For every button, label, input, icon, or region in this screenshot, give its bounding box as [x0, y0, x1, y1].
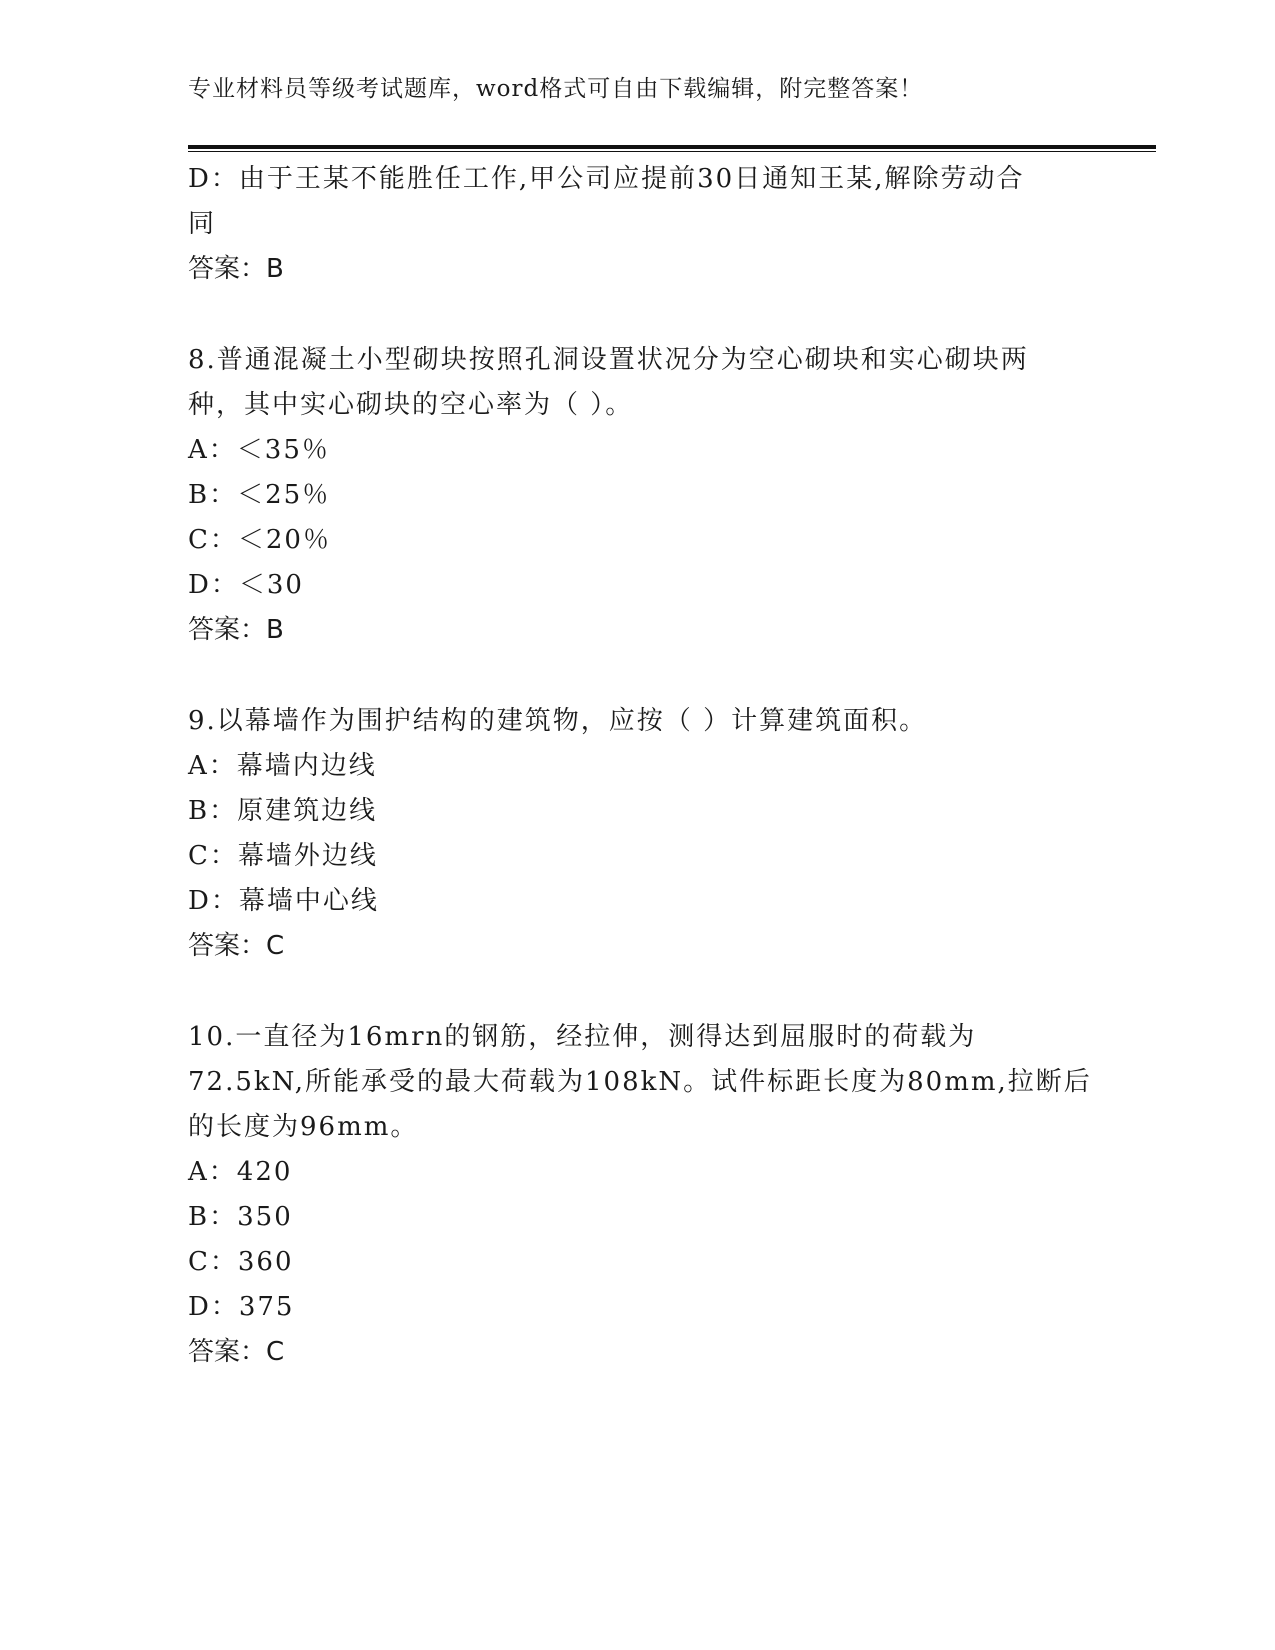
option-c: C：360 — [188, 1247, 294, 1277]
header-rule-thin — [188, 151, 1156, 152]
option-b: B：＜25％ — [188, 480, 331, 510]
question-stem-line: 10.一直径为16mrn的钢筋，经拉伸，测得达到屈服时的荷载为 — [188, 1022, 977, 1052]
option-d-line-1: D：由于王某不能胜任工作,甲公司应提前30日通知王某,解除劳动合 — [188, 164, 1025, 194]
question-9 — [188, 699, 1068, 969]
question-10 — [188, 1015, 1092, 1375]
answer-label: 答案：C — [188, 1337, 285, 1367]
question-stem-line: 种，其中实心砌块的空心率为（ ）。 — [188, 390, 634, 420]
option-d-line-2: 同 — [188, 209, 217, 239]
option-d: D：＜30 — [188, 570, 304, 600]
answer-label: 答案：B — [188, 615, 284, 645]
option-b: B：350 — [188, 1202, 293, 1232]
option-c: C：＜20％ — [188, 525, 331, 555]
option-a: A：幕墙内边线 — [188, 751, 377, 781]
page-content — [188, 157, 1092, 1375]
option-c: C：幕墙外边线 — [188, 841, 378, 871]
page-header: 专业材料员等级考试题库，word格式可自由下载编辑，附完整答案！ — [188, 76, 924, 102]
question-7-tail — [188, 157, 1068, 292]
option-a: A：＜35％ — [188, 435, 330, 465]
answer-label: 答案：C — [188, 931, 285, 961]
option-b: B：原建筑边线 — [188, 796, 378, 826]
question-stem-line: 9.以幕墙作为围护结构的建筑物，应按（ ）计算建筑面积。 — [188, 706, 928, 736]
option-a: A：420 — [188, 1157, 293, 1187]
option-d: D：375 — [188, 1292, 295, 1322]
header-rule-thick — [188, 145, 1156, 149]
question-8 — [188, 338, 1068, 653]
spacer — [188, 292, 1068, 338]
question-stem-line: 72.5kN,所能承受的最大荷载为108kN。试件标距长度为80mm,拉断后 — [188, 1067, 1092, 1097]
spacer — [188, 653, 1068, 699]
option-d: D：幕墙中心线 — [188, 886, 379, 916]
answer-label: 答案：B — [188, 254, 284, 284]
question-stem-line: 的长度为96mm。 — [188, 1112, 419, 1142]
spacer — [188, 969, 1068, 1015]
question-stem-line: 8.普通混凝土小型砌块按照孔洞设置状况分为空心砌块和实心砌块两 — [188, 345, 1029, 375]
